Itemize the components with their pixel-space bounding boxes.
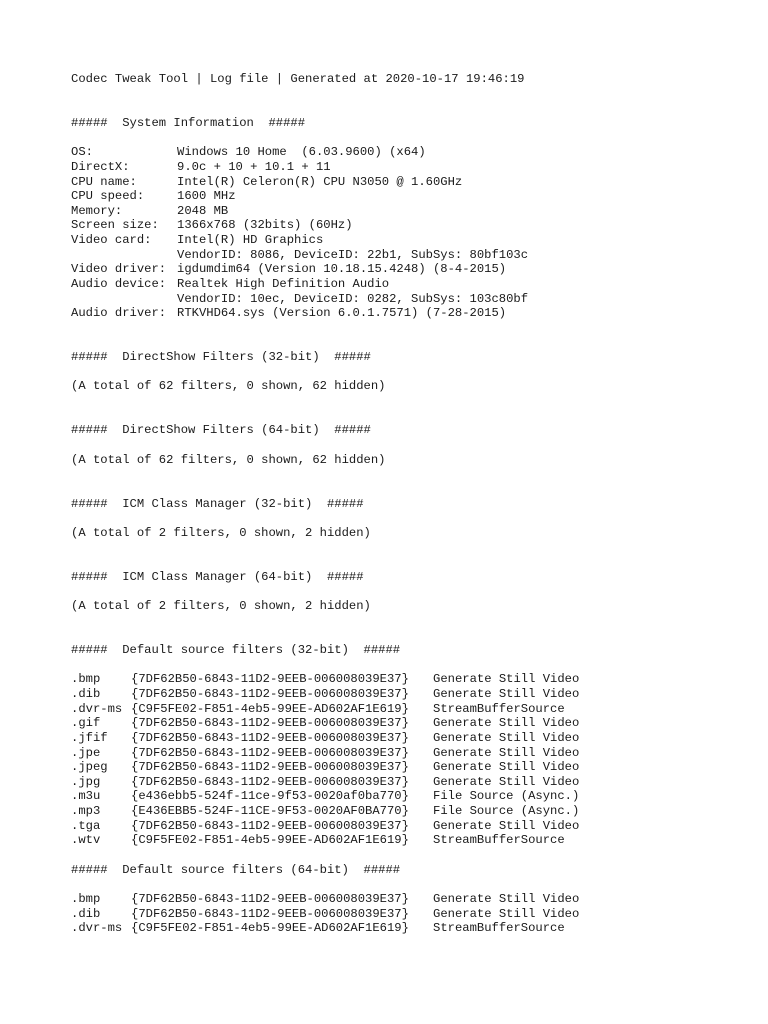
filter-name-cell: Generate Still Video <box>433 716 580 731</box>
spacer <box>71 877 751 892</box>
default-source-64-heading: ##### Default source filters (64-bit) ##### <box>71 862 401 877</box>
extension-cell: .bmp <box>71 672 101 687</box>
extension-cell: .jpe <box>71 745 101 760</box>
system-info-row <box>71 218 751 233</box>
system-info-value: 1600 MHz <box>177 189 236 204</box>
spacer <box>71 394 751 423</box>
extension-cell: .gif <box>71 716 101 731</box>
table-row <box>71 833 751 848</box>
system-info-label <box>71 248 177 263</box>
filter-name-cell: StreamBufferSource <box>433 921 565 936</box>
guid-cell: {7DF62B50-6843-11D2-9EEB-006008039E37} <box>131 891 409 906</box>
table-row <box>71 687 751 702</box>
spacer <box>71 87 751 116</box>
system-info-label: CPU speed: <box>71 189 145 204</box>
spacer <box>71 131 751 146</box>
guid-cell: {C9F5FE02-F851-4eb5-99EE-AD602AF1E619} <box>131 701 409 716</box>
guid-cell: {E436EBB5-524F-11CE-9F53-0020AF0BA770} <box>131 804 409 819</box>
extension-cell: .tga <box>71 818 101 833</box>
guid-cell: {7DF62B50-6843-11D2-9EEB-006008039E37} <box>131 672 409 687</box>
spacer <box>71 541 751 570</box>
guid-cell: {7DF62B50-6843-11D2-9EEB-006008039E37} <box>131 774 409 789</box>
table-row <box>71 819 751 834</box>
spacer <box>71 365 751 380</box>
guid-cell: {7DF62B50-6843-11D2-9EEB-006008039E37} <box>131 760 409 775</box>
log-header: Codec Tweak Tool | Log file | Generated at 2020-10-17 19:46:19 <box>71 72 525 86</box>
spacer <box>71 614 751 643</box>
section-summary: (A total of 2 filters, 0 shown, 2 hidden) <box>71 525 371 540</box>
system-info-row <box>71 233 751 248</box>
system-info-label: DirectX: <box>71 159 130 174</box>
system-info-label: Memory: <box>71 203 123 218</box>
system-info-label: Video driver: <box>71 262 167 277</box>
system-info-label: CPU name: <box>71 174 137 189</box>
spacer <box>71 848 751 863</box>
system-info-row <box>71 277 751 292</box>
system-info-label: OS: <box>71 145 93 160</box>
system-info-row <box>71 292 751 307</box>
system-info-label <box>71 292 177 307</box>
extension-cell: .dib <box>71 687 101 701</box>
system-info-block <box>71 145 751 321</box>
guid-cell: {7DF62B50-6843-11D2-9EEB-006008039E37} <box>131 730 409 745</box>
filter-name-cell: Generate Still Video <box>433 730 580 745</box>
system-info-value: 1366x768 (32bits) (60Hz) <box>177 218 353 233</box>
default-source-64-table <box>71 892 751 936</box>
guid-cell: {C9F5FE02-F851-4eb5-99EE-AD602AF1E619} <box>131 833 409 848</box>
system-info-label: Screen size: <box>71 218 159 233</box>
table-row <box>71 731 751 746</box>
system-info-row <box>71 262 751 277</box>
filter-name-cell: Generate Still Video <box>433 906 580 921</box>
system-info-row <box>71 145 751 160</box>
system-info-row <box>71 306 751 321</box>
system-info-row <box>71 175 751 190</box>
spacer <box>71 585 751 600</box>
extension-cell: .jpeg <box>71 760 108 775</box>
spacer <box>71 511 751 526</box>
section-summary: (A total of 62 filters, 0 shown, 62 hidden) <box>71 452 386 467</box>
extension-cell: .dib <box>71 906 101 921</box>
guid-cell: {e436ebb5-524f-11ce-9f53-0020af0ba770} <box>131 789 409 804</box>
table-row <box>71 907 751 922</box>
guid-cell: {7DF62B50-6843-11D2-9EEB-006008039E37} <box>131 716 409 731</box>
table-row <box>71 716 751 731</box>
log-document <box>71 72 751 936</box>
system-info-row <box>71 189 751 204</box>
section-heading: ##### DirectShow Filters (32-bit) ##### <box>71 350 371 365</box>
spacer <box>71 467 751 496</box>
system-info-row <box>71 248 751 263</box>
extension-cell: .wtv <box>71 833 101 848</box>
system-info-value: RTKVHD64.sys (Version 6.0.1.7571) (7-28-2015) <box>177 306 507 321</box>
system-info-value: Realtek High Definition Audio <box>177 276 390 291</box>
section-heading: ##### DirectShow Filters (64-bit) ##### <box>71 423 371 438</box>
table-row <box>71 760 751 775</box>
filter-name-cell: StreamBufferSource <box>433 833 565 848</box>
table-row <box>71 892 751 907</box>
table-row <box>71 921 751 936</box>
spacer <box>71 658 751 673</box>
spacer <box>71 321 751 350</box>
filter-name-cell: Generate Still Video <box>433 774 580 789</box>
table-row <box>71 746 751 761</box>
guid-cell: {7DF62B50-6843-11D2-9EEB-006008039E37} <box>131 687 409 701</box>
guid-cell: {7DF62B50-6843-11D2-9EEB-006008039E37} <box>131 906 409 921</box>
table-row <box>71 789 751 804</box>
section-summary: (A total of 62 filters, 0 shown, 62 hidden) <box>71 379 386 394</box>
system-info-value: VendorID: 10ec, DeviceID: 0282, SubSys: 103c80bf <box>177 291 529 306</box>
extension-cell: .mp3 <box>71 804 101 819</box>
system-info-value: VendorID: 8086, DeviceID: 22b1, SubSys: 80bf103c <box>177 247 529 262</box>
system-info-label: Audio driver: <box>71 306 167 321</box>
system-info-value: 2048 MB <box>177 203 229 218</box>
extension-cell: .dvr-ms <box>71 701 123 716</box>
system-info-label: Video card: <box>71 233 152 248</box>
spacer <box>71 438 751 453</box>
system-info-row <box>71 204 751 219</box>
extension-cell: .bmp <box>71 891 101 906</box>
filter-name-cell: Generate Still Video <box>433 760 580 775</box>
system-info-value: Windows 10 Home (6.03.9600) (x64) <box>177 145 426 160</box>
default-source-32-table <box>71 672 751 848</box>
section-heading: ##### ICM Class Manager (64-bit) ##### <box>71 569 364 584</box>
guid-cell: {7DF62B50-6843-11D2-9EEB-006008039E37} <box>131 818 409 833</box>
system-info-label: Audio device: <box>71 276 167 291</box>
table-row <box>71 702 751 717</box>
system-info-heading: ##### System Information ##### <box>71 115 306 130</box>
table-row <box>71 672 751 687</box>
filter-name-cell: Generate Still Video <box>433 891 580 906</box>
filter-name-cell: Generate Still Video <box>433 745 580 760</box>
filter-name-cell: Generate Still Video <box>433 687 580 701</box>
filter-name-cell: Generate Still Video <box>433 672 580 687</box>
table-row <box>71 804 751 819</box>
table-row <box>71 775 751 790</box>
system-info-value: igdumdim64 (Version 10.18.15.4248) (8-4-2015) <box>177 262 507 277</box>
default-source-32-heading: ##### Default source filters (32-bit) ##### <box>71 643 401 658</box>
system-info-value: Intel(R) Celeron(R) CPU N3050 @ 1.60GHz <box>177 174 463 189</box>
system-info-row <box>71 160 751 175</box>
filter-name-cell: File Source (Async.) <box>433 804 580 819</box>
extension-cell: .dvr-ms <box>71 921 123 936</box>
extension-cell: .jpg <box>71 774 101 789</box>
system-info-value: Intel(R) HD Graphics <box>177 233 324 248</box>
filter-name-cell: File Source (Async.) <box>433 789 580 804</box>
extension-cell: .jfif <box>71 730 108 745</box>
section-summary: (A total of 2 filters, 0 shown, 2 hidden) <box>71 599 371 614</box>
filter-name-cell: Generate Still Video <box>433 818 580 833</box>
guid-cell: {C9F5FE02-F851-4eb5-99EE-AD602AF1E619} <box>131 921 409 936</box>
section-heading: ##### ICM Class Manager (32-bit) ##### <box>71 496 364 511</box>
guid-cell: {7DF62B50-6843-11D2-9EEB-006008039E37} <box>131 745 409 760</box>
extension-cell: .m3u <box>71 789 101 804</box>
system-info-value: 9.0c + 10 + 10.1 + 11 <box>177 159 331 174</box>
filter-name-cell: StreamBufferSource <box>433 701 565 716</box>
